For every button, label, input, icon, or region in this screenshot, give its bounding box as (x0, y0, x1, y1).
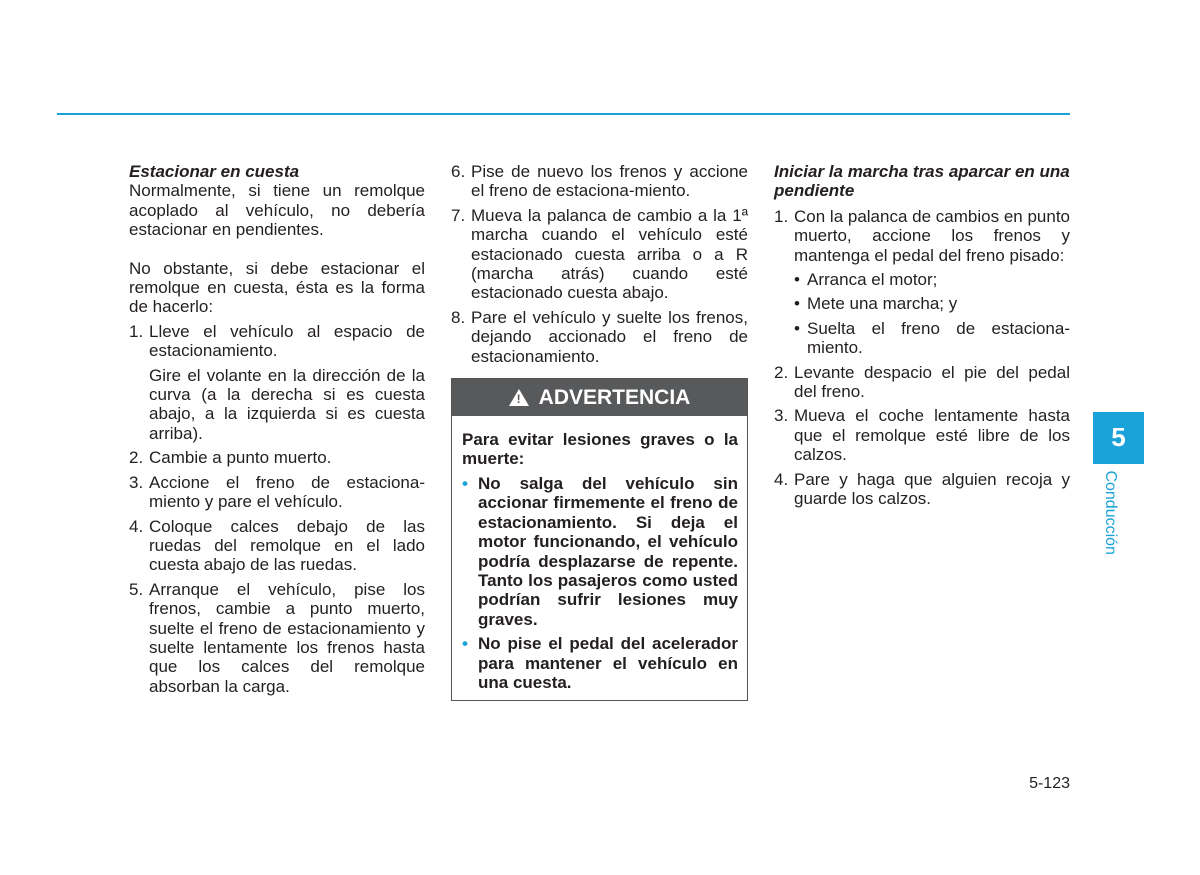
warning-header (452, 379, 747, 416)
step-item (774, 207, 1070, 358)
step-item (774, 363, 1070, 402)
step-list (451, 162, 748, 366)
sub-bullet: • Suelta el freno de estaciona-miento. (794, 318, 1070, 358)
step-number: 4. (129, 516, 144, 536)
step-number: 7. (451, 205, 466, 225)
step-number: 2. (129, 448, 144, 468)
chapter-name (1093, 468, 1127, 558)
step-number: 4. (774, 469, 789, 489)
step-item (129, 322, 425, 443)
step-text: Accione el freno de estaciona-miento y pare el vehículo. (149, 472, 425, 512)
step-item (774, 406, 1070, 464)
chapter-number-tab: 5 (1093, 412, 1144, 464)
warning-title: ADVERTENCIA (538, 385, 691, 409)
step-number: 8. (451, 307, 466, 327)
step-text: Levante despacio el pie del pedal del freno. (794, 362, 1070, 402)
paragraph: Normalmente, si tiene un remolque acoplado al vehículo, no debería estacionar en pendientes. (129, 181, 425, 240)
warning-lead: Para evitar lesiones graves o la muerte: (462, 430, 738, 469)
step-number: 3. (774, 406, 789, 426)
section-heading: Iniciar la marcha tras aparcar en una pendiente (774, 162, 1070, 201)
step-number: 2. (774, 362, 789, 382)
step-text: Arranque el vehículo, pise los frenos, cambie a punto muerto, suelte el freno de estacionamiento y suelte lentamente los frenos hasta que los calces del remolque absorban la carga. (149, 579, 425, 696)
step-text: Pare el vehículo y suelte los frenos, dejando accionado el freno de estacionamiento. (471, 307, 748, 366)
step-number: 6. (451, 162, 466, 181)
step-item (451, 206, 748, 303)
top-rule (57, 113, 1070, 115)
step-item (774, 470, 1070, 509)
step-item (451, 162, 748, 201)
bullet-icon: • (794, 318, 800, 338)
section-heading: Estacionar en cuesta (129, 162, 300, 181)
warning-body (452, 416, 747, 700)
step-text: Pise de nuevo los frenos y accione el freno de estaciona-miento. (471, 162, 748, 201)
step-text: Con la palanca de cambios en punto muerto, accione los frenos y mantenga el pedal del freno pisado: (794, 206, 1070, 265)
bullet-icon: • (794, 270, 800, 290)
chapter-name-label: Conducción (1101, 470, 1119, 556)
step-text: Mueva la palanca de cambio a la 1ª marcha cuando el vehículo esté estacionado cuesta arriba o a R (marcha atrás) cuando esté estacionado cuesta abajo. (471, 205, 748, 303)
step-number: 1. (774, 206, 789, 226)
sub-bullet-list (794, 270, 1070, 358)
column-1 (129, 162, 425, 696)
step-item (129, 517, 425, 575)
step-number: 1. (129, 321, 144, 341)
bullet-icon: • (794, 294, 800, 314)
page-number: 5-123 (1029, 775, 1070, 792)
step-text: Mueva el coche lentamente hasta que el remolque esté libre de los calzos. (794, 406, 1070, 465)
step-item (129, 580, 425, 696)
step-text: Cambie a punto muerto. (149, 448, 332, 468)
step-text: Pare y haga que alguien recoja y guarde los calzos. (794, 469, 1070, 509)
column-3 (774, 162, 1070, 509)
warning-bullet: • No pise el pedal del acelerador para mantener el vehículo en una cuesta. (462, 634, 738, 692)
paragraph: No obstante, si debe estacionar el remolque en cuesta, ésta es la forma de hacerlo: (129, 258, 425, 317)
step-item (129, 448, 425, 467)
step-list (774, 207, 1070, 509)
warning-triangle-icon: ! (509, 389, 529, 406)
sub-bullet: • Mete una marcha; y (794, 294, 958, 314)
step-number: 3. (129, 472, 144, 492)
step-number: 5. (129, 579, 144, 599)
bullet-icon: • (462, 473, 468, 493)
bullet-icon: • (462, 634, 468, 654)
sub-bullet: • Arranca el motor; (794, 270, 938, 290)
step-text: Coloque calces debajo de las ruedas del remolque en el lado cuesta abajo de las ruedas. (149, 516, 425, 575)
column-2 (451, 162, 748, 701)
step-list (129, 322, 425, 696)
step-text: Lleve el vehículo al espacio de estacionamiento. (149, 321, 425, 361)
step-item (129, 473, 425, 512)
step-subtext: Gire el volante en la dirección de la curva (a la derecha si es cuesta abajo, a la izquierda si es cuesta arriba). (149, 365, 425, 443)
warning-bullets (462, 474, 738, 692)
step-item (451, 308, 748, 366)
warning-bullet: • No salga del vehículo sin accionar firmemente el freno de estacionamiento. Si deja el motor funcionando, el vehículo podría desplazarse de repente. Tanto los pasajeros como usted podrían sufrir lesiones muy graves. (462, 473, 738, 629)
warning-box (451, 378, 748, 701)
